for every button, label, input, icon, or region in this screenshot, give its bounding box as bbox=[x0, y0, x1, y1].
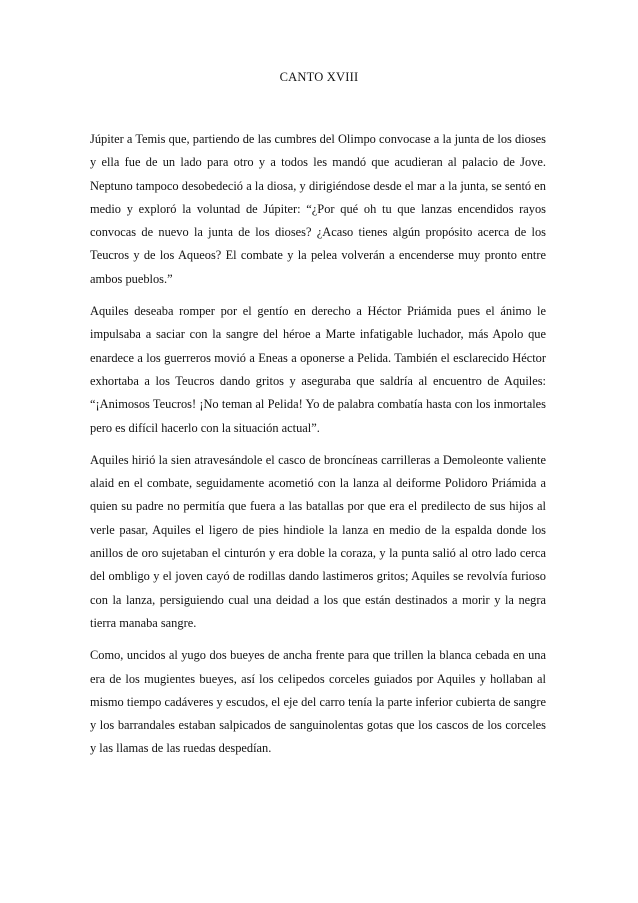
document-body bbox=[90, 128, 546, 770]
paragraph-3: Aquiles hirió la sien atravesándole el casco de broncíneas carrilleras a Demoleonte valiente alaid en el combate, seguidamente acometió con la lanza al deiforme Polidoro Priámida a quien su padre no permitía que fuera a las batallas por que era el predilecto de sus hijos al verle pasar, Aquiles el ligero de pies hindiole la lanza en medio de la espalda donde los anillos de oro sujetaban el cinturón y era doble la coraza, y la punta salió al otro lado cerca del ombligo y el joven cayó de rodillas dando lastimeros gritos; Aquiles se revolvía furioso con la lanza, persiguiendo cual una deidad a los que están destinados a morir y la negra tierra manaba sangre. bbox=[90, 452, 546, 630]
paragraph-4: Como, uncidos al yugo dos bueyes de ancha frente para que trillen la blanca cebada en una era de los mugientes bueyes, así los celipedos corceles guiados por Aquiles y hollaban al mismo tiempo cadáveres y escudos, el eje del carro tenía la parte inferior cubierta de sangre y los barrandales estaban salpicados de sanguinolentas gotas que los cascos de los corceles y las llamas de las ruedas despedían. bbox=[90, 648, 546, 756]
paragraph-1: Júpiter a Temis que, partiendo de las cumbres del Olimpo convocase a la junta de los dioses y ella fue de un lado para otro y a todos les mandó que acudieran al palacio de Jove. Neptuno tampoco desobedeció a la diosa, y dirigiéndose desde el mar a la junta, se sentó en medio y exploró la voluntad de Júpiter: “¿Por qué oh tu que lanzas encendidos rayos convocas de nuevo la junta de los dioses? ¿Acaso tienes algún propósito acerca de los Teucros y de los Aqueos? El combate y la pelea volverán a encenderse muy pronto entre ambos pueblos.” bbox=[90, 132, 546, 286]
paragraph-2: Aquiles deseaba romper por el gentío en derecho a Héctor Priámida pues el ánimo le impulsaba a saciar con la sangre del héroe a Marte infatigable luchador, más Apolo que enardece a los guerreros movió a Eneas a oponerse a Pelida. También el esclarecido Héctor exhortaba a los Teucros dando gritos y aseguraba que saldría al encuentro de Aquiles: “¡Animosos Teucros! ¡No teman al Pelida! Yo de palabra combatía hasta con los inmortales pero es difícil hacerlo con la situación actual”. bbox=[90, 304, 546, 435]
page-title: CANTO XVIII bbox=[279, 70, 359, 84]
